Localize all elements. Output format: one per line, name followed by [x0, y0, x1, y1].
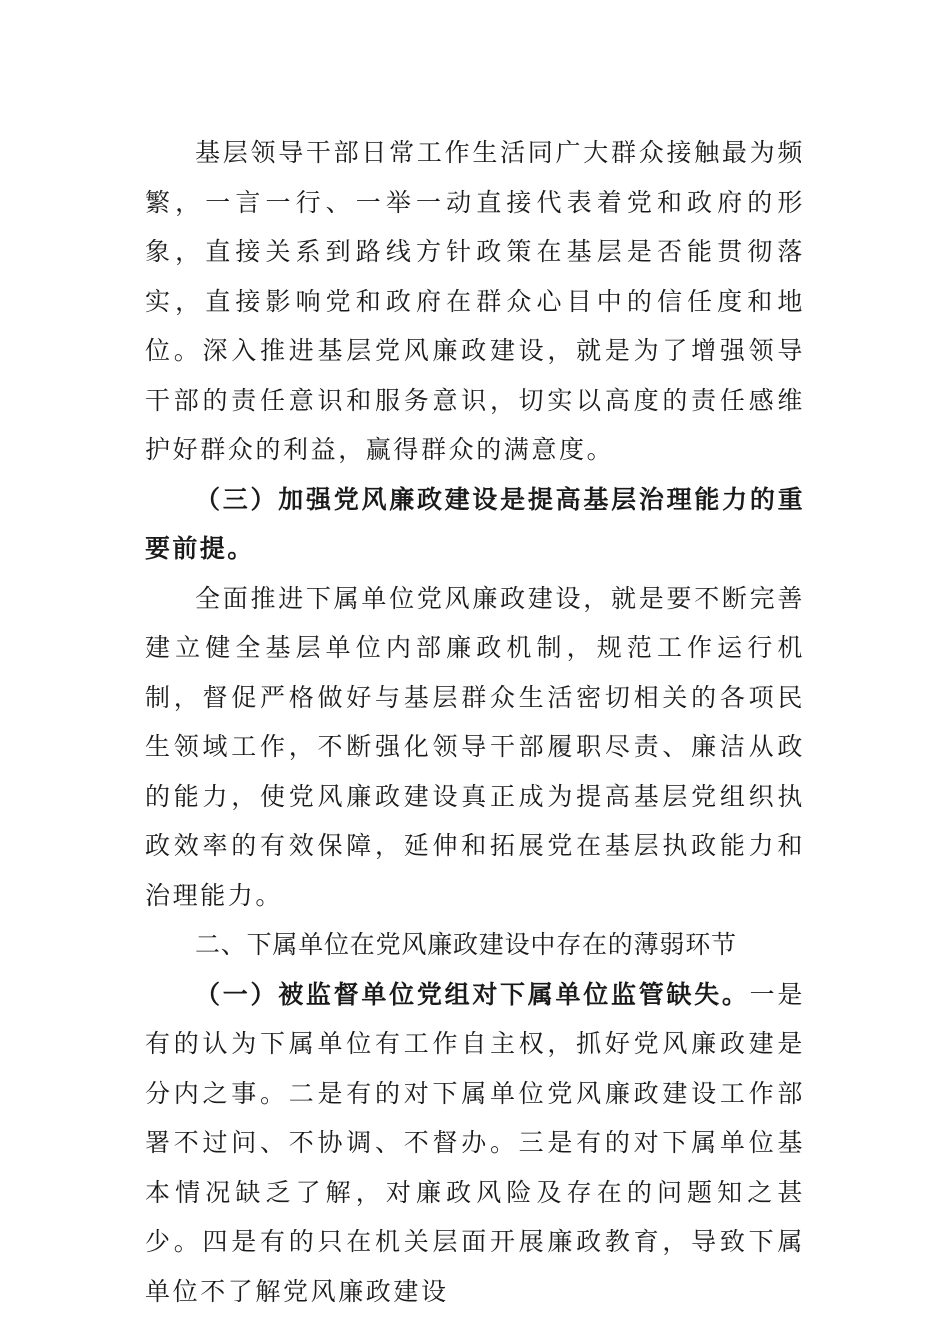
paragraph-body-supervision: 一是有的认为下属单位有工作自主权，抓好党风廉政建是分内之事。二是有的对下属单位党风廉政建设工作部署不过问、不协调、不督办。三是有的对下属单位基本情况缺乏了解，对廉政风险及存在的问题知之甚少。四是有的只在机关层面开展廉政教育，导致下属单位不了解党风廉政建设 — [145, 979, 805, 1306]
document-body — [145, 128, 805, 1316]
paragraph-lead-supervision: （一）被监督单位党组对下属单位监管缺失。 — [195, 979, 750, 1009]
section-title-weak-links: 二、下属单位在党风廉政建设中存在的薄弱环节 — [195, 930, 737, 959]
subheading-governance-capacity: （三）加强党风廉政建设是提高基层治理能力的重要前提。 — [145, 484, 805, 563]
paragraph-supervision-gaps — [145, 970, 805, 1317]
paragraph-grassroots-leaders: 基层领导干部日常工作生活同广大群众接触最为频繁，一言一行、一举一动直接代表着党和政府的形象，直接关系到路线方针政策在基层是否能贯彻落实，直接影响党和政府在群众心目中的信任度和地位。深入推进基层党风廉政建设，就是为了增强领导干部的责任意识和服务意识，切实以高度的责任感维护好群众的利益，赢得群众的满意度。 — [145, 138, 805, 464]
paragraph-subordinate-units: 全面推进下属单位党风廉政建设，就是要不断完善建立健全基层单位内部廉政机制，规范工作运行机制，督促严格做好与基层群众生活密切相关的各项民生领域工作，不断强化领导干部履职尽责、廉洁从政的能力，使党风廉政建设真正成为提高基层党组织执政效率的有效保障，延伸和拓展党在基层执政能力和治理能力。 — [145, 583, 805, 910]
